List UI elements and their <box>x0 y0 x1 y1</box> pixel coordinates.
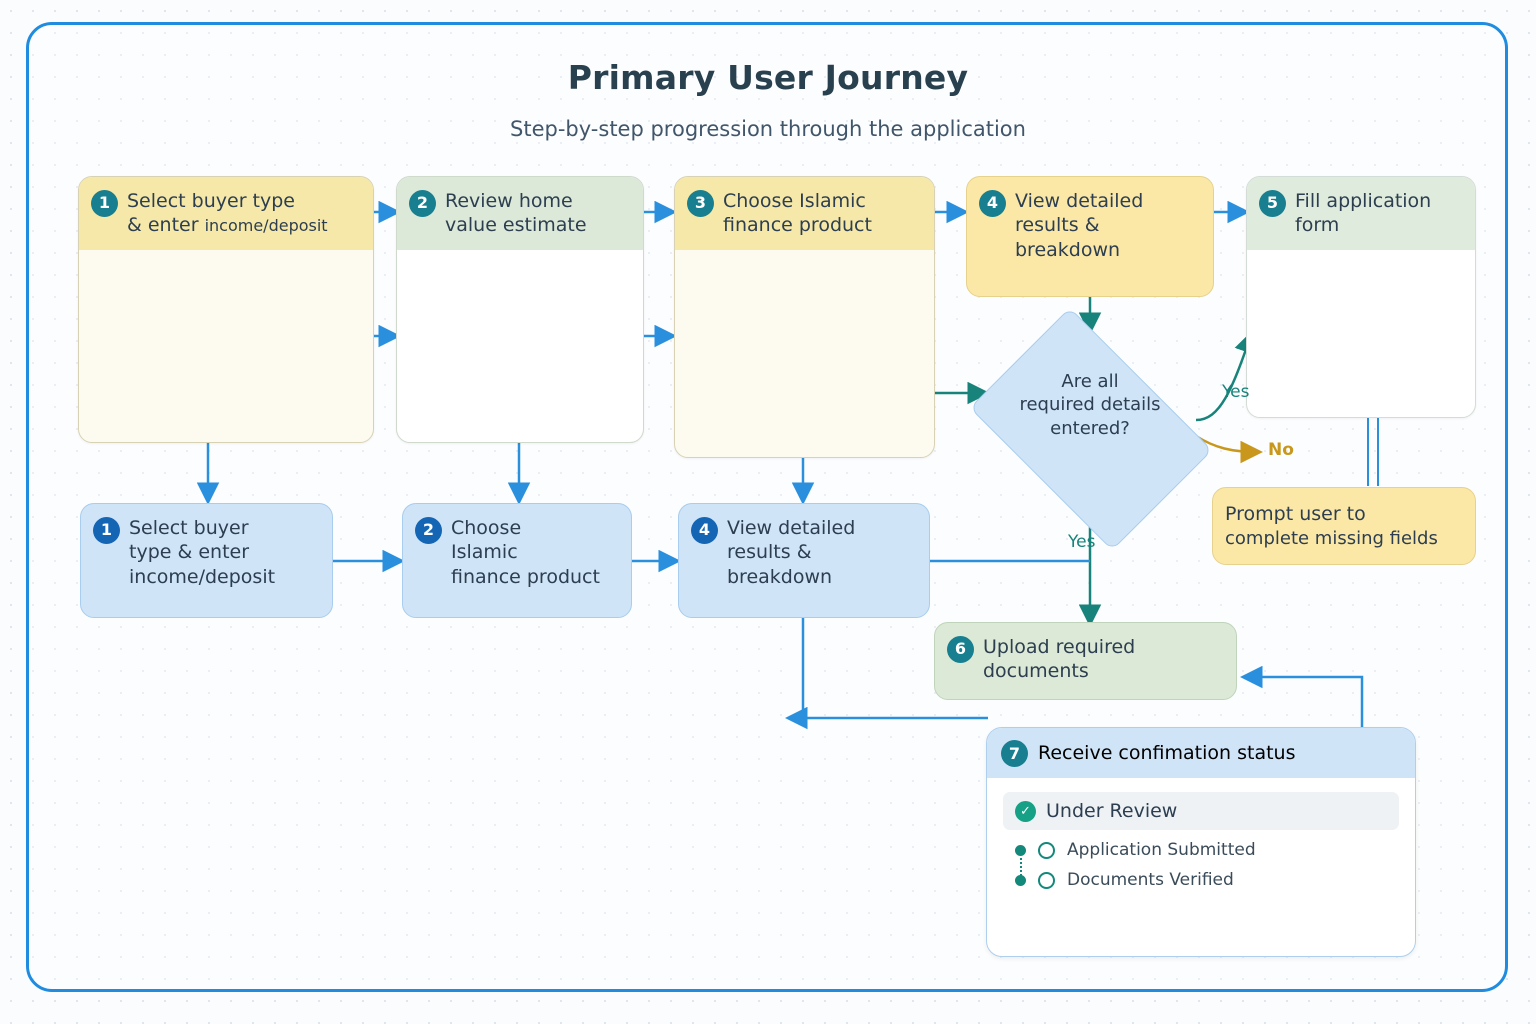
status-step-2 <box>1015 870 1415 890</box>
current-status-label: Under Review <box>1046 800 1178 822</box>
node-top-3[interactable] <box>674 176 935 458</box>
decision-yes-label-right: Yes <box>1222 382 1250 402</box>
node-label: Choose Islamic finance product <box>451 517 600 588</box>
step-badge: 1 <box>91 190 118 217</box>
status-step-label: Documents Verified <box>1067 870 1234 890</box>
step-badge: 4 <box>979 190 1006 217</box>
node-top-5[interactable] <box>1246 176 1476 418</box>
node-top-4[interactable] <box>966 176 1214 297</box>
node-bottom-4[interactable] <box>678 503 930 618</box>
prompt-missing-fields-box[interactable] <box>1212 487 1476 565</box>
decision-no-label: No <box>1268 440 1294 460</box>
node-top-2[interactable] <box>396 176 644 443</box>
step-badge: 3 <box>687 190 714 217</box>
node-label: Choose Islamic finance product <box>723 190 872 237</box>
status-card[interactable] <box>986 727 1416 957</box>
node-sublabel: income/deposit <box>204 216 328 236</box>
decision-label: Are all required details entered? <box>1019 371 1161 439</box>
node-label: View detailed results & breakdown <box>727 517 856 588</box>
status-step-1 <box>1015 840 1415 860</box>
ring-icon <box>1038 842 1055 859</box>
node-label: Upload required documents <box>983 636 1136 683</box>
ring-icon <box>1038 872 1055 889</box>
step-badge: 2 <box>409 190 436 217</box>
node-label: Fill application form <box>1295 190 1432 237</box>
node-label: Review home value estimate <box>445 190 587 237</box>
node-label: View detailed results & breakdown <box>1015 190 1144 261</box>
status-card-header <box>987 728 1415 778</box>
page-subtitle: Step-by-step progression through the application <box>510 117 1026 141</box>
check-icon: ✓ <box>1015 801 1036 822</box>
timeline-connector <box>1020 858 1022 880</box>
node-top-1[interactable] <box>78 176 374 443</box>
status-card-title: Receive confimation status <box>1038 742 1296 764</box>
step-badge: 2 <box>415 517 442 544</box>
step-badge: 4 <box>691 517 718 544</box>
node-bottom-2[interactable] <box>402 503 632 618</box>
current-status-pill <box>1003 792 1399 830</box>
step-badge: 1 <box>93 517 120 544</box>
node-upload-documents[interactable] <box>934 622 1237 700</box>
status-step-label: Application Submitted <box>1067 840 1256 860</box>
step-badge: 5 <box>1259 190 1286 217</box>
node-label: Select buyer type & enter income/deposit <box>129 517 276 588</box>
step-badge: 6 <box>947 636 974 663</box>
step-badge: 7 <box>1001 740 1028 767</box>
node-label: Select buyer type & enter income/deposit <box>127 190 328 237</box>
node-bottom-1[interactable] <box>80 503 333 618</box>
decision-yes-label-down: Yes <box>1068 532 1096 552</box>
prompt-label: Prompt user to complete missing fields <box>1225 503 1438 550</box>
page-title: Primary User Journey <box>567 58 969 97</box>
filled-dot-icon <box>1015 845 1026 856</box>
